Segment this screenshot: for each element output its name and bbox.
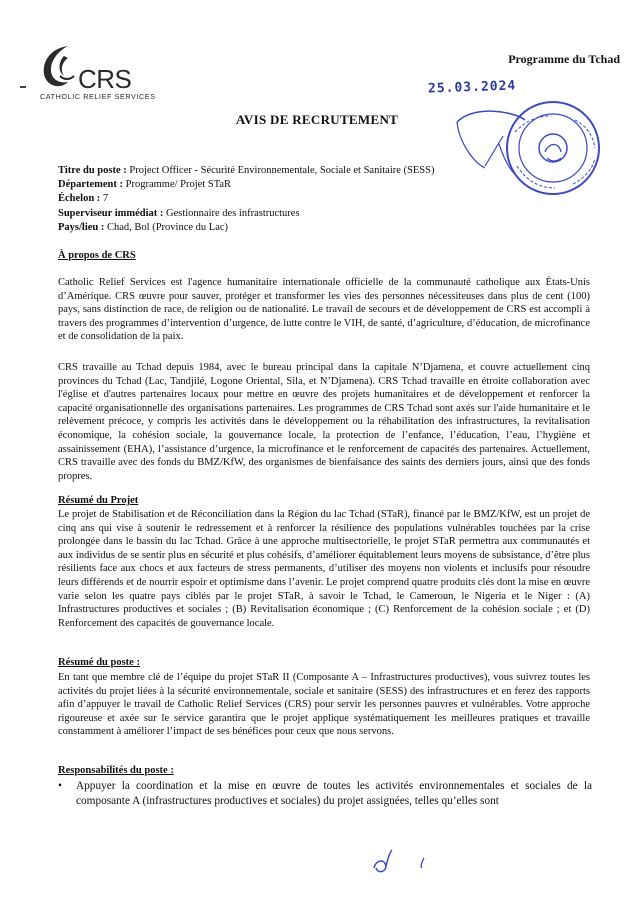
page-title: AVIS DE RECRUTEMENT: [235, 112, 399, 127]
job-info-value: 7: [100, 193, 109, 205]
job-info-label: Département :: [58, 179, 124, 191]
job-info-label: Pays/lieu :: [58, 221, 105, 233]
crs-flame-logo-icon: [38, 42, 82, 92]
margin-mark: [20, 86, 26, 88]
job-info-value: Chad, Bol (Province du Lac): [104, 221, 229, 233]
job-info-row: [58, 192, 434, 206]
logo-brand: CRS: [78, 64, 132, 94]
job-info-row: [58, 207, 434, 221]
responsibilities-heading: Responsabilités du poste :: [58, 765, 174, 776]
job-info-label: Superviseur immédiat :: [58, 207, 164, 219]
about-paragraph-2: CRS travaille au Tchad depuis 1984, avec le bureau principal dans la capitale N’Djamena, et couvre actuellement cinq provinces du Tchad (Lac, Tandjilé, Logone Oriental, Sila, et N’Djamena). CRS Tchad travaille en étroite collaboration avec l'église et d'autres partenaires locaux pour mettre en œuvre des projets humanitaires et de développement et renforcer la capacité organisationnelle des organisations partenaires. Les programmes de CRS Tchad sont axés sur l'aide humanitaire et le relèvement précoce, y compris les activités dans le développement ou la réhabilitation des infrastructures, la revitalisation économique, la cohésion sociale, la gouvernance locale, la protection de l’enfance, l’éducation, l’eau, l’hygiène et assainissement (EHA), l’assistance d’urgence, la microfinance et le renforcement de capacités des partenaires. Actuellement, CRS travaille avec des fonds du BMZ/KfW, des organismes de bienfaisance des saints des derniers jours, ainsi que des fonds propres.: [58, 362, 590, 482]
list-item-text: Appuyer la coordination et la mise en œuvre de toutes les activités environnementales et sociales de la composante A (infrastructures productives et sociales) du projet assignées, telles qu’elles sont: [76, 780, 592, 807]
job-info-row: [58, 221, 434, 235]
job-info: [58, 164, 434, 235]
post-heading: Résumé du poste :: [58, 657, 140, 668]
project-paragraph: Le projet de Stabilisation et de Réconciliation dans la Région du lac Tchad (STaR), financé par le BMZ/KfW, est un projet de cinq ans qui vise à soutenir le redressement et à renforcer la résilience des populations vulnérables touchées par la crise prolongée dans le bassin du lac Tchad. Grâce à une approche multisectorielle, le projet STaR permettra aux communautés et aux individus de se sentir plus en sécurité et plus cohésifs, d’améliorer équitablement leurs moyens de subsistance, d’être plus résilients face aux chocs et aux facteurs de stress permanents, d’utiliser des moyens non violents et inclusifs pour résoudre leurs différends et de nourrir espoir et optimisme dans l’avenir. Le projet comprend quatre produits clés dont la mise en œuvre varie selon les quatre pays ciblés par le projet STaR, à savoir le Tchad, le Cameroun, le Nigeria et le Niger : (A) Infrastructures productives et sociales ; (B) Revitalisation économique ; (C) Renforcement de la cohésion sociale ; et (D) Renforcement des capacités de gouvernance locale.: [58, 509, 590, 629]
programme-label: Programme du Tchad: [508, 52, 620, 66]
logo-subtitle: CATHOLIC RELIEF SERVICES: [40, 92, 156, 101]
about-heading: À propos de CRS: [58, 250, 136, 261]
bullet-icon: •: [58, 780, 62, 792]
official-round-stamp-icon: [455, 92, 615, 217]
project-heading: Résumé du Projet: [58, 495, 139, 506]
date-stamp: 25.03.2024: [427, 78, 517, 97]
post-paragraph: En tant que membre clé de l’équipe du projet STaR II (Composante A – Infrastructures productives), vous suivrez toutes les activités du projet liées à la sécurité environnementale, sociale et sanitaire (SESS) des infrastructures et en ferez des rapports afin d’appuyer le travail de Catholic Relief Services (CRS) pour servir les personnes pauvres et vulnérables. Votre approche rigoureuse et axée sur le service garantira que le projet applique systématiquement les meilleures pratiques et travaille constamment à améliorer l’impact de ses bénéfices pour ceux que nous servons.: [58, 672, 590, 738]
job-info-label: Titre du poste :: [58, 165, 127, 176]
job-info-value: Gestionnaire des infrastructures: [163, 207, 300, 219]
job-info-value: Programme/ Projet STaR: [123, 179, 232, 191]
job-info-value: Project Officer - Sécurité Environnementale, Sociale et Sanitaire (SESS): [126, 165, 435, 176]
job-info-row: [58, 164, 434, 178]
crs-logo: [38, 42, 173, 104]
about-paragraph-1: Catholic Relief Services est l'agence humanitaire internationale officielle de la communauté catholique aux États-Unis d’Amérique. CRS œuvre pour sauver, protéger et transformer les vies des personnes nécessiteuses dans plus de cent (100) pays, sans distinction de race, de religion ou de nationalité. Le travail de secours et de développement de CRS est accompli à travers des programmes d’intervention d’urgence, de lutte contre le VIH, de santé, d’agriculture, d’éducation, de microfinance et de consolidation de la paix.: [58, 277, 590, 343]
job-info-row: [58, 178, 434, 192]
handwritten-initials-icon: [368, 848, 438, 878]
job-info-label: Échelon :: [58, 193, 101, 205]
